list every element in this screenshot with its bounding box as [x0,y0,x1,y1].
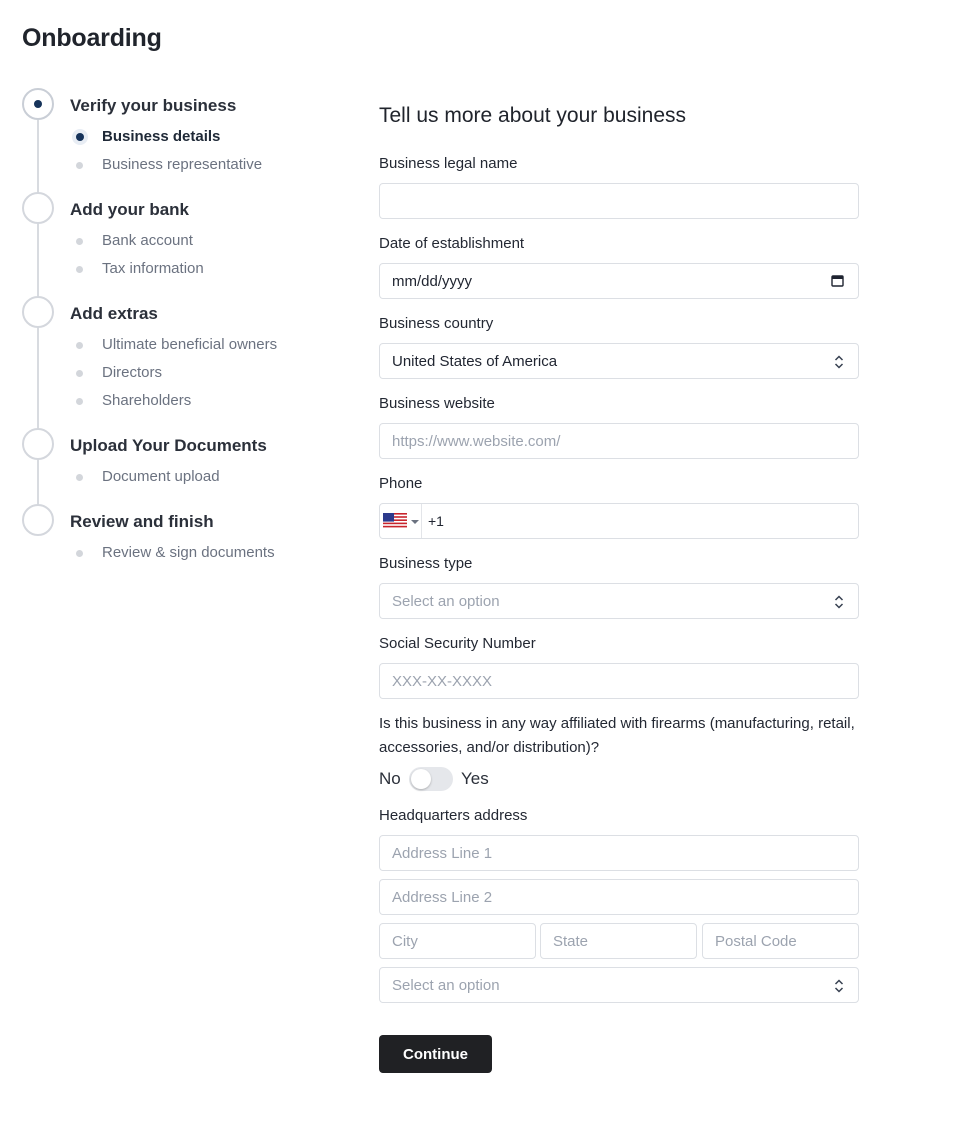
substep-bank-account[interactable] [76,232,336,252]
address-line1-placeholder: Address Line 1 [392,845,493,862]
chevron-updown-icon [834,593,844,611]
substep-dot-icon [76,342,83,349]
step-circle-icon [22,296,54,328]
toggle-knob [411,769,431,789]
step-circle-active-icon [22,88,54,120]
substep-shareholders[interactable] [76,392,336,412]
city-placeholder: City [392,933,418,950]
date-value: mm/dd/yyyy [392,273,473,290]
country-select[interactable] [379,343,859,379]
website-placeholder: https://www.website.com/ [392,433,561,450]
substep-dot-icon [76,474,83,481]
ssn-input[interactable] [379,663,859,699]
phone-code: +1 [428,513,444,529]
website-label: Business website [379,395,495,412]
substep-dot-icon [76,398,83,405]
ssn-label: Social Security Number [379,635,536,652]
substep-tax-information[interactable] [76,260,336,280]
firearms-question: Is this business in any way affiliated with firearms (manufacturing, retail, accessories, and/or distribution)? [379,715,855,756]
substep-directors[interactable] [76,364,336,384]
address-line2-input[interactable] [379,879,859,915]
toggle-no-label: No [379,769,401,788]
country-code-selector[interactable] [380,504,422,538]
page-title: Onboarding [22,24,162,52]
country-value: United States of America [392,353,558,370]
firearms-toggle-row [379,767,579,791]
substep-dot-icon [76,238,83,245]
establishment-date-label: Date of establishment [379,235,525,252]
substep-dot-active-icon [76,133,84,141]
substep-label: Ultimate beneficial owners [102,336,278,353]
substep-label: Business representative [102,156,263,173]
substep-review-sign[interactable] [76,544,336,564]
state-input[interactable] [540,923,697,959]
step-circle-icon [22,192,54,224]
step-circle-icon [22,428,54,460]
substep-dot-icon [76,162,83,169]
address-country-select[interactable] [379,967,859,1003]
caret-down-icon [411,520,419,524]
substep-label: Document upload [102,468,220,485]
substep-label: Shareholders [102,392,192,409]
chevron-updown-icon [834,977,844,995]
substep-dot-icon [76,370,83,377]
hq-address-label: Headquarters address [379,807,528,824]
step-title: Verify your business [70,96,237,115]
city-input[interactable] [379,923,536,959]
address-line2-placeholder: Address Line 2 [392,889,493,906]
address-country-placeholder: Select an option [392,977,500,994]
state-placeholder: State [553,933,589,950]
postal-code-placeholder: Postal Code [715,933,797,950]
chevron-updown-icon [834,353,844,371]
step-title: Add extras [70,304,158,323]
step-circle-icon [22,504,54,536]
phone-input[interactable] [379,503,859,539]
step-title: Review and finish [70,512,214,531]
step-title: Add your bank [70,200,190,219]
substep-label: Directors [102,364,163,381]
substep-business-details[interactable] [76,128,336,148]
business-type-select[interactable] [379,583,859,619]
legal-name-input[interactable] [379,183,859,219]
business-type-label: Business type [379,555,473,572]
business-type-placeholder: Select an option [392,593,500,610]
postal-code-input[interactable] [702,923,859,959]
us-flag-icon [383,513,407,529]
ssn-placeholder: XXX-XX-XXXX [392,673,493,690]
substep-label: Tax information [102,260,204,277]
substep-dot-icon [76,550,83,557]
website-input[interactable] [379,423,859,459]
establishment-date-input[interactable] [379,263,859,299]
legal-name-label: Business legal name [379,155,518,172]
substep-business-representative[interactable] [76,156,336,176]
calendar-icon[interactable] [831,274,844,287]
toggle-yes-label: Yes [461,769,489,788]
substep-label: Review & sign documents [102,544,275,561]
substep-label: Business details [102,128,221,145]
substep-label: Bank account [102,232,193,249]
substep-ultimate-beneficial-owners[interactable] [76,336,336,356]
firearms-toggle[interactable] [409,767,453,791]
continue-button[interactable]: Continue [379,1035,492,1073]
country-label: Business country [379,315,494,332]
address-line1-input[interactable] [379,835,859,871]
substep-dot-icon [76,266,83,273]
step-title: Upload Your Documents [70,436,267,455]
phone-label: Phone [379,475,423,492]
form-title: Tell us more about your business [379,104,686,127]
substep-document-upload[interactable] [76,468,336,488]
